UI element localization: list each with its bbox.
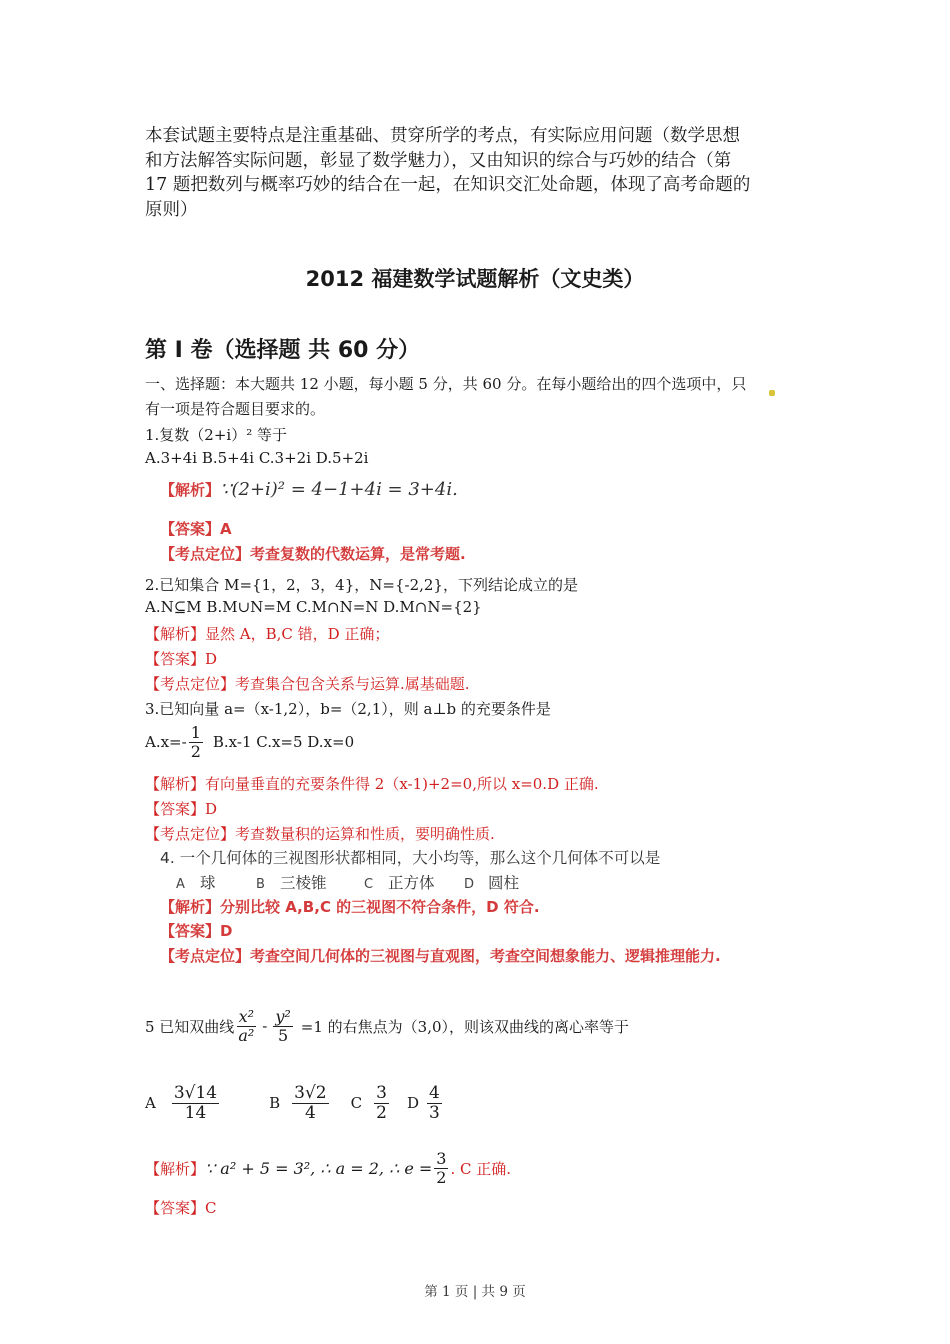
q3-fraction-denominator: 2 <box>190 741 201 761</box>
q2-stem: 2.已知集合 M={1，2，3，4}，N={-2,2}，下列结论成立的是 <box>145 576 578 594</box>
q3-analysis: 【解析】有向量垂直的充要条件得 2（x-1)+2=0,所以 x=0.D 正确. <box>145 775 599 793</box>
q5-option-d-fraction: $\frac{4}{3}$ <box>428 1083 440 1123</box>
q5-analysis-fraction: $\frac{3}{2}$ <box>436 1149 447 1187</box>
q5-option-b-fraction: $\frac{3√2}{4}$ <box>294 1083 327 1123</box>
q5-fraction-y: $\frac{\text{y²}}{5}$ <box>275 1007 291 1045</box>
q1-point: 【考点定位】考查复数的代数运算，是常考题. <box>160 545 466 563</box>
q4-option: B 三棱锥 <box>256 874 327 892</box>
q5-option-label: A <box>145 1094 156 1113</box>
q3-option-a-prefix: A.x=- <box>145 733 187 752</box>
q4-stem: 4. 一个几何体的三视图形状都相同，大小均等，那么这个几何体不可以是 <box>160 849 661 867</box>
q5-fraction-x: $\frac{\text{x²}}{\text{a²}}$ <box>238 1007 255 1045</box>
q5-answer: 【答案】C <box>145 1199 217 1217</box>
intro-line: 本套试题主要特点是注重基础、贯穿所学的考点，有实际应用问题（数学思想 <box>145 126 740 146</box>
q5-stem-suffix: =1 的右焦点为（3,0），则该双曲线的离心率等于 <box>300 1017 630 1036</box>
q4-options <box>176 871 519 893</box>
q5-option-label: B <box>269 1094 281 1113</box>
q2-answer: 【答案】D <box>145 650 218 668</box>
intro-line: 原则） <box>145 199 198 220</box>
document-title: 2012 福建数学试题解析（文史类） <box>305 267 645 291</box>
q5-options <box>145 1084 444 1122</box>
q4-answer: 【答案】D <box>160 922 233 940</box>
q4-point: 【考点定位】考查空间几何体的三视图与直观图，考查空间想象能力、逻辑推理能力. <box>160 947 721 965</box>
q3-options-rest: B.x-1 C.x=5 D.x=0 <box>212 733 355 752</box>
q2-options: A.N⊆M B.M∪N=M C.M∩N=N D.M∩N={2} <box>145 598 482 616</box>
q1-analysis-label: 【解析】 <box>160 481 221 499</box>
q5-stem-prefix: 5 已知双曲线 <box>145 1017 235 1036</box>
intro-paragraph <box>145 124 810 222</box>
intro-line: 17 题把数列与概率巧妙的结合在一起，在知识交汇处命题，体现了高考命题的 <box>145 175 751 195</box>
q4-analysis: 【解析】分别比较 A,B,C 的三视图不符合条件，D 符合. <box>160 898 540 916</box>
q3-answer: 【答案】D <box>145 800 218 818</box>
q5-minus: - <box>262 1017 268 1036</box>
page-footer: 第 1 页 | 共 9 页 <box>424 1284 526 1300</box>
q4-option: D 圆柱 <box>464 874 520 892</box>
intro-line: 和方法解答实际问题，彰显了数学魅力），又由知识的综合与巧妙的结合（第 <box>145 150 732 171</box>
q1-analysis <box>160 479 458 500</box>
section-title: 第 I 卷（选择题 共 60 分） <box>145 338 421 363</box>
q4-option: C 正方体 <box>364 874 435 892</box>
q3-options <box>145 724 354 760</box>
instructions-line: 有一项是符合题目要求的。 <box>145 400 326 418</box>
q1-stem: 1.复数（2+i）² 等于 <box>145 426 288 444</box>
q5-analysis <box>145 1150 511 1186</box>
q5-option-a-fraction: $\frac{3√14}{14}$ <box>173 1083 218 1123</box>
q5-option-label: C <box>350 1094 363 1113</box>
q2-point: 【考点定位】考查集合包含关系与运算.属基础题. <box>145 675 470 693</box>
q5-option-label: D <box>406 1094 419 1113</box>
q5-analysis-label: 【解析】 <box>145 1159 206 1178</box>
q3-point: 【考点定位】考查数量积的运算和性质，要明确性质. <box>145 825 495 843</box>
q4-option: A 球 <box>176 874 216 892</box>
q3-fraction-numerator: 1 <box>190 723 201 742</box>
q1-analysis-expr: ∵(2+i)² = 4−1+4i = 3+4i. <box>220 479 458 500</box>
q5-analysis-expr: ∵ a² + 5 = 3², ∴ a = 2, ∴ e = <box>205 1158 433 1178</box>
q2-analysis: 【解析】显然 A，B,C 错，D 正确； <box>145 625 390 643</box>
q5-option-c-fraction: $\frac{3}{2}$ <box>376 1083 387 1123</box>
q1-answer: 【答案】A <box>160 520 232 538</box>
highlight-mark <box>769 390 775 396</box>
q5-stem <box>145 1008 629 1044</box>
q3-option-a-fraction <box>189 724 203 760</box>
q3-stem: 3.已知向量 a=（x-1,2），b=（2,1），则 a⊥b 的充要条件是 <box>145 700 551 718</box>
q1-options: A.3+4i B.5+4i C.3+2i D.5+2i <box>145 449 369 467</box>
instructions-line: 一、选择题：本大题共 12 小题，每小题 5 分，共 60 分。在每小题给出的四个选项中，只 <box>145 375 747 393</box>
q5-analysis-tail: . C 正确. <box>450 1159 512 1178</box>
